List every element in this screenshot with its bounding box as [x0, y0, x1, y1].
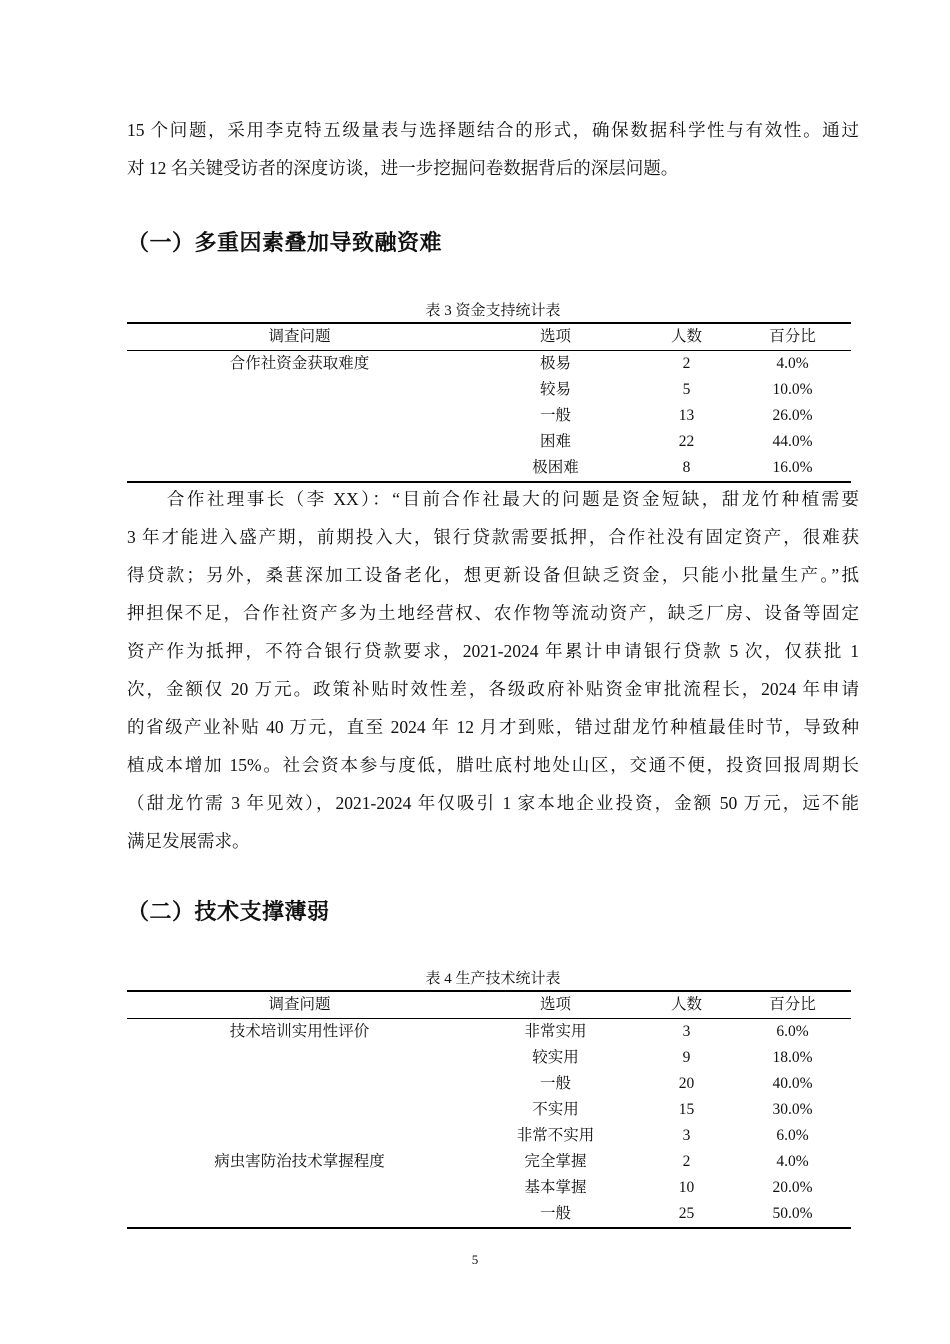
table-cell [127, 1045, 472, 1071]
table-header-row [127, 323, 851, 351]
table-cell [127, 1097, 472, 1123]
table-cell: 极困难 [472, 455, 639, 482]
table-cell: 6.0% [776, 1127, 809, 1144]
column-header: 百分比 [734, 991, 851, 1019]
table-cell: 30.0% [772, 1101, 813, 1118]
table-cell: 3 [682, 1023, 691, 1040]
table-cell: 2 [682, 1153, 691, 1170]
production-technology-table [127, 990, 851, 1229]
table-cell: 困难 [539, 433, 571, 450]
table-cell: 4.0% [776, 355, 809, 372]
table-cell [127, 403, 472, 429]
text-line: 植成本增加 15%。社会资本参与度低，腊吐底村地处山区，交通不便，投资回报周期长 [127, 755, 859, 775]
column-header: 调查问题 [127, 323, 472, 351]
table-cell: 10.0% [772, 381, 813, 398]
table-cell: 50.0% [734, 1201, 851, 1228]
interview-paragraph [127, 480, 859, 860]
section-heading-technology: （二）技术支撑薄弱 [127, 900, 330, 925]
table-row [127, 455, 851, 482]
table-cell: 病虫害防治技术掌握程度 [214, 1153, 385, 1170]
table-cell [127, 429, 472, 455]
table-row [127, 1149, 851, 1175]
table-cell: 一般 [539, 407, 571, 424]
table-row [127, 1123, 851, 1149]
table-row [127, 377, 851, 403]
page-number: 5 [471, 1252, 479, 1267]
table-cell: 44.0% [772, 433, 813, 450]
column-header: 百分比 [734, 323, 851, 351]
text-line: 次，金额仅 20 万元。政策补贴时效性差，各级政府补贴资金审批流程长，2024 年申请 [127, 679, 859, 699]
table-cell: 2 [682, 355, 691, 372]
table-cell: 20 [678, 1075, 695, 1092]
table-row [127, 1097, 851, 1123]
table-cell [127, 377, 472, 403]
table-cell: 较易 [539, 381, 571, 398]
table-header-row [127, 991, 851, 1019]
table-cell: 技术培训实用性评价 [229, 1023, 370, 1040]
text-line: 15 个问题，采用李克特五级量表与选择题结合的形式，确保数据科学性与有效性。通过 [127, 120, 859, 140]
text-line: 押担保不足，合作社资产多为土地经营权、农作物等流动资产，缺乏厂房、设备等固定 [127, 603, 859, 623]
table-cell: 13 [678, 407, 695, 424]
table-cell: 一般 [539, 1075, 571, 1092]
table-cell: 15 [678, 1101, 695, 1118]
text-line: 得贷款；另外，桑葚深加工设备老化，想更新设备但缺乏资金，只能小批量生产。”抵 [127, 565, 859, 585]
table-row [127, 351, 851, 378]
text-line: 3 年才能进入盛产期，前期投入大，银行贷款需要抵押，合作社没有固定资产，很难获 [127, 527, 859, 547]
text-line: 合作社理事长（李 XX）：“目前合作社最大的问题是资金短缺，甜龙竹种植需要 [127, 489, 859, 509]
text-line: 满足发展需求。 [127, 831, 250, 851]
table-cell [127, 1201, 472, 1228]
text-line: 对 12 名关键受访者的深度访谈，进一步挖掘问卷数据背后的深层问题。 [127, 158, 679, 178]
table-cell: 26.0% [772, 407, 813, 424]
table-cell: 较实用 [532, 1049, 579, 1066]
column-header: 选项 [472, 323, 639, 351]
table-cell: 非常实用 [524, 1023, 587, 1040]
column-header: 调查问题 [127, 991, 472, 1019]
table-cell: 10 [678, 1179, 695, 1196]
column-header: 人数 [639, 991, 734, 1019]
table-row [127, 1019, 851, 1046]
table-cell: 25 [639, 1201, 734, 1228]
table-cell: 基本掌握 [524, 1179, 587, 1196]
table-cell: 40.0% [772, 1075, 813, 1092]
table-cell: 5 [682, 381, 691, 398]
table-cell [127, 1071, 472, 1097]
column-header: 选项 [472, 991, 639, 1019]
table-cell: 合作社资金获取难度 [229, 355, 370, 372]
table-cell: 20.0% [772, 1179, 813, 1196]
table-row [127, 1071, 851, 1097]
text-line: （甜龙竹需 3 年见效），2021-2024 年仅吸引 1 家本地企业投资，金额 50 万元，远不能 [127, 793, 859, 813]
table-row [127, 1201, 851, 1228]
table-row [127, 1045, 851, 1071]
table-cell: 一般 [472, 1201, 639, 1228]
intro-paragraph [127, 111, 859, 187]
column-header: 人数 [639, 323, 734, 351]
text-line: 的省级产业补贴 40 万元，直至 2024 年 12 月才到账，错过甜龙竹种植最佳时节，导致种 [127, 717, 859, 737]
table-cell: 完全掌握 [524, 1153, 587, 1170]
funding-support-table [127, 322, 851, 483]
section-heading-financing: （一）多重因素叠加导致融资难 [127, 231, 443, 256]
table-cell [127, 1123, 472, 1149]
text-line: 资产作为抵押，不符合银行贷款要求，2021-2024 年累计申请银行贷款 5 次，仅获批 1 [127, 641, 859, 661]
table-cell [127, 455, 472, 482]
table-row [127, 403, 851, 429]
table-row [127, 429, 851, 455]
table-caption: 表 4 生产技术统计表 [425, 971, 561, 987]
table-cell: 22 [678, 433, 695, 450]
table-cell: 9 [682, 1049, 691, 1066]
table-row [127, 1175, 851, 1201]
table-cell: 3 [682, 1127, 691, 1144]
table-cell: 非常不实用 [516, 1127, 595, 1144]
table-cell: 不实用 [532, 1101, 579, 1118]
table-cell: 4.0% [776, 1153, 809, 1170]
table-caption: 表 3 资金支持统计表 [425, 303, 561, 319]
table-cell: 极易 [539, 355, 571, 372]
table-cell: 16.0% [734, 455, 851, 482]
table-cell: 6.0% [776, 1023, 809, 1040]
table-cell [127, 1175, 472, 1201]
table-cell: 18.0% [772, 1049, 813, 1066]
table-cell: 8 [639, 455, 734, 482]
